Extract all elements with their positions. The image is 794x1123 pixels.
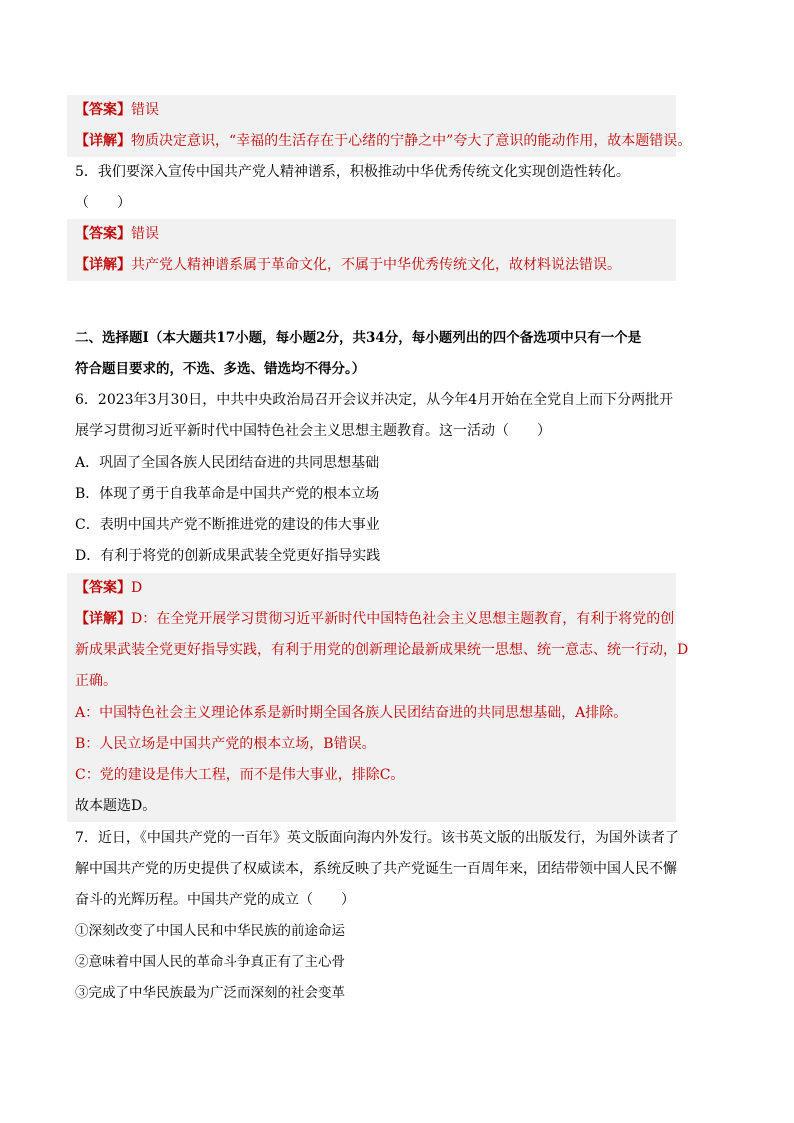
answer-tag: 【答案】 — [75, 580, 131, 596]
answer-text: 错误 — [131, 102, 159, 118]
detail-text: 共产党人精神谱系属于革命文化，不属于中华优秀传统文化，故材料说法错误。 — [131, 257, 621, 273]
answer-text: D — [131, 580, 143, 596]
answer-tag: 【答案】 — [75, 226, 131, 242]
answer-tag: 【答案】 — [75, 102, 131, 118]
detail-text: 物质决定意识，“幸福的生活存在于心绪的宁静之中”夸大了意识的能动作用，故本题错误。 — [131, 133, 692, 149]
detail-tag: 【详解】 — [75, 133, 131, 149]
detail-tag: 【详解】 — [75, 257, 131, 273]
answer-text: 错误 — [131, 226, 159, 242]
detail-tag: 【详解】 — [75, 611, 131, 627]
document-page: 【答案】错误 【详解】物质决定意识，“幸福的生活存在于心绪的宁静之中”夸大了意识的能动作用，故本题错误。 5．我们要深入宣传中国共产党人精神谱系，积极推动中华优秀传统文化实现创造性转化。 （ ） 【答案】错误 【详解】共产党人精神谱系属于革命文化，不属于中华优秀传统文化，故材料说法错误。 二、选择题Ⅰ（本大题共17小题，每小题2分，共34分，每小题列出的四个备选项中只有一个是 符合题目要求的，不选、多选、错选均不得分。） 6．2023年3月30日，中共中央政治局召开会议并决定，从今年4月开始在全党自上而下分两批开 展学习贯彻习近平新时代中国特色社会主义思想主题教育。这一活动（ ） A．巩固了全国各族人民团结奋进的共同思想基础 B．体现了勇于自我革命是中国共产党的根本立场 C．表明中国共产党不断推进党的建设的伟大事业 D．有利于将党的创新成果武装全党更好指导实践 【答案】D 【详解】D：在全党开展学习贯彻习近平新时代中国特色社会主义思想主题教育，有利于将党的创 新成果武装全党更好指导实践，有利于用党的创新理论最新成果统一思想、统一意志、统一行动，D 正确。 A：中国特色社会主义理论体系是新时期全国各族人民团结奋进的共同思想基础，A排除。 B：人民立场是中国共产党的根本立场，B错误。 C：党的建设是伟大工程，而不是伟大事业，排除C。 故本题选D。 7．近日，《中国共产党的一百年》英文版面向海内外发行。该书英文版的出版发行，为国外读者了 解中国共产党的历史提供了权威读本，系统反映了共产党诞生一百周年来，团结带领中国人民不懈 奋斗的光辉历程。中国共产党的成立（ ） ①深刻改变了中国人民和中华民族的前途命运 ②意味着中国人民的革命斗争真正有了主心骨 ③完成了中华民族最为广泛而深刻的社会变革 — [0, 0, 794, 1123]
